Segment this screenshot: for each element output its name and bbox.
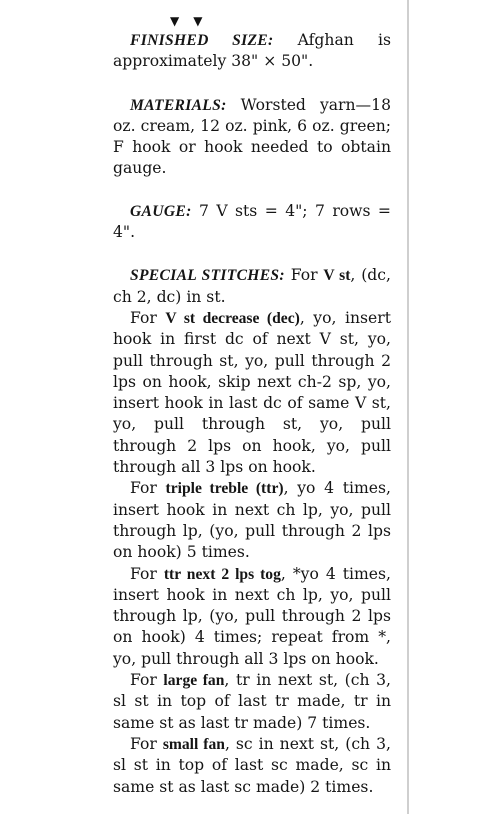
materials-label: MATERIALS: [130,96,227,114]
stitch-entry-text: , yo, insert hook in first dc of next V st, yo, pull through st, yo, pull through 2 lps on hook, skip next ch-2 sp, yo, insert hook in last dc of same V st, yo, pull through st, yo, pull through 2 lps on hook, yo, pull through all 3 lps on hook. [113,308,391,477]
stitch-entry-term: ttr next 2 lps tog [163,565,281,583]
special-stitches-intro-term: V st [323,267,351,285]
finished-size-paragraph [113,30,391,73]
gauge-label: GAUGE: [130,202,192,220]
stitch-entry-term: triple treble (ttr) [165,480,284,498]
right-column-rule [407,0,409,814]
stitch-entry-pre: For [130,479,166,498]
special-stitches-paragraph [113,265,391,308]
stitch-entry-ttr [113,478,391,563]
triangle-markers-icon: ▼▼ [170,14,217,28]
stitch-entry-text: , tr in next st, (ch 3, sl st in top of last tr made, tr in same st as last tr made) 7 times. [113,671,391,732]
finished-size-label: FINISHED SIZE: [130,32,274,49]
materials-text: Worsted yarn—18 oz. cream, 12 oz. pink, 6 oz. green; F hook or hook needed to obtain gauge. [113,95,391,178]
finished-size-text: Afghan is approximately 38" × 50". [113,31,391,71]
materials-paragraph [113,95,391,180]
stitch-entry-term: small fan [162,735,225,753]
stitch-entry-v-st-dec [113,308,391,478]
stitch-entry-term: large fan [163,672,225,690]
gauge-paragraph [113,201,391,244]
stitch-entry-pre: For [130,308,166,327]
stitch-entry-pre: For [130,671,164,690]
special-stitches-label: SPECIAL STITCHES: [130,267,285,285]
stitch-entry-small-fan [113,734,391,798]
pattern-text-column [113,30,391,798]
stitch-entry-pre: For [130,564,164,583]
stitch-entry-ttr-next-2-lps-tog [113,564,391,670]
stitch-entry-text: , *yo 4 times, insert hook in next ch lp, yo, pull through lp, (yo, pull through 2 lps on hook) 4 times; repeat from *, yo, pull through all 3 lps on hook. [113,564,391,668]
stitch-entry-text: , sc in next st, (ch 3, sl st in top of last sc made, sc in same st as last sc made) 2 times. [113,734,391,796]
special-stitches-intro-pre: For [284,266,324,285]
stitch-entry-text: , yo 4 times, insert hook in next ch lp, yo, pull through lp, (yo, pull through 2 lps on hook) 5 times. [113,479,391,562]
stitch-entry-pre: For [130,734,163,753]
stitch-entry-term: V st decrease (dec) [165,309,300,327]
special-stitches-intro-post: , (dc, ch 2, dc) in st. [113,266,391,306]
gauge-text: 7 V sts = 4"; 7 rows = 4". [113,201,391,242]
stitch-entry-large-fan [113,670,391,734]
